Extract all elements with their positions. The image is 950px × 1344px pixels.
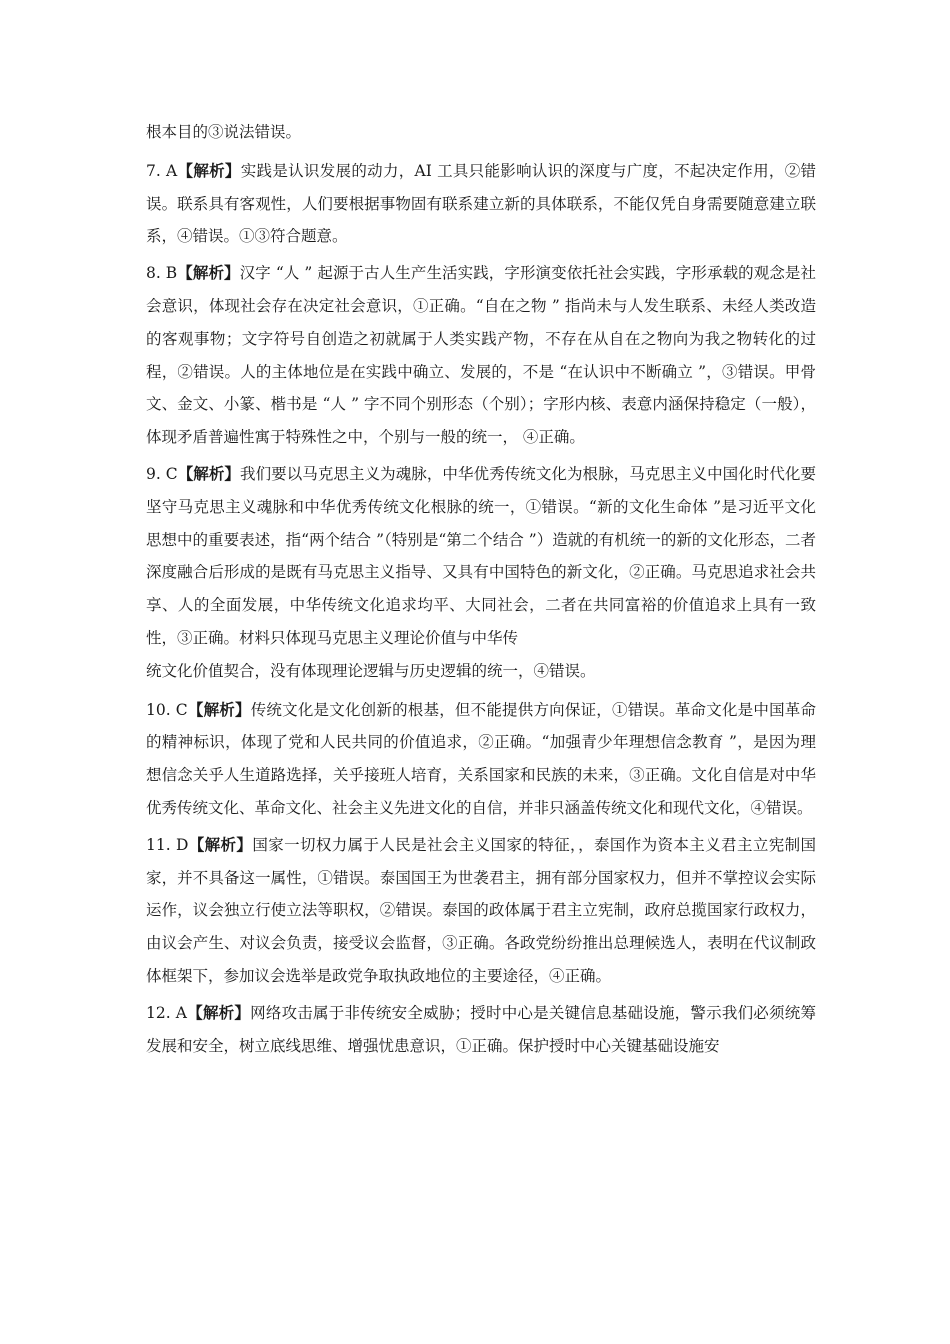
answer-9 (146, 458, 816, 655)
answer-number: 9. C (146, 464, 178, 483)
analysis-tag: 【解析】 (187, 699, 251, 719)
answer-7 (146, 155, 816, 253)
answer-number: 12. A (146, 1003, 187, 1022)
paragraph-continuation (146, 655, 816, 688)
document-page (146, 116, 816, 1066)
answer-number: 8. B (146, 264, 178, 283)
answer-11 (146, 829, 816, 993)
analysis-tag: 【解析】 (187, 1002, 251, 1022)
paragraph-text: 汉字 “人 ” 起源于古人生产生活实践，字形演变依托社会实践，字形承载的观念是社会意识，体现社会存在决定社会意识，①正确。“自在之物 ” 指尚未与人发生联系、未经人类改造的客观事物；文字符号自创造之初就属于人类实践产物，不存在从自在之物向为我之物转化的过程，②错误。人的主体地位是在实践中确立、发展的，不是 “在认识中不断确立 ”，③错误。甲骨文、金文、小篆、楷书是 “人 ” 字不同个别形态（个别）；字形内核、表意内涵保持稳定（一般），体现矛盾普遍性寓于特殊性之中，个别与一般的统一， ④正确。 (146, 264, 816, 447)
answer-8 (146, 257, 816, 454)
answer-number: 11. D (146, 835, 189, 854)
answer-number: 7. A (146, 161, 178, 180)
paragraph-text: 网络攻击属于非传统安全威胁；授时中心是关键信息基础设施，警示我们必须统筹发展和安全，树立底线思维、增强忧患意识，①正确。保护授时中心关键基础设施安 (146, 1003, 816, 1055)
answer-10 (146, 694, 816, 825)
analysis-tag: 【解析】 (177, 463, 241, 483)
paragraph-text: 实践是认识发展的动力，AI 工具只能影响认识的深度与广度，不起决定作用，②错误。联系具有客观性，人们要根据事物固有联系建立新的具体联系，不能仅凭自身需要随意建立联系，④错误。①③符合题意。 (146, 161, 816, 246)
analysis-tag: 【解析】 (177, 160, 241, 180)
analysis-tag: 【解析】 (177, 263, 240, 283)
paragraph-continuation (146, 116, 816, 149)
answer-number: 10. C (146, 700, 188, 719)
answer-12 (146, 997, 816, 1063)
paragraph-text: 传统文化是文化创新的根基，但不能提供方向保证，①错误。革命文化是中国革命的精神标识，体现了党和人民共同的价值追求，②正确。“加强青少年理想信念教育 ”，是因为理想信念关乎人生道路选择，关乎接班人培育，关系国家和民族的未来，③正确。文化自信是对中华优秀传统文化、革命文化、社会主义先进文化的自信，并非只涵盖传统文化和现代文化，④错误。 (146, 700, 816, 817)
paragraph-text: 我们要以马克思主义为魂脉，中华优秀传统文化为根脉，马克思主义中国化时代化要坚守马克思主义魂脉和中华优秀传统文化根脉的统一，①错误。“新的文化生命体 ”是习近平文化思想中的重要表述，指“两个结合 ”（特别是“第二个结合 ”）造就的有机统一的新的文化形态，二者深度融合后形成的是既有马克思主义指导、又具有中国特色的新文化，②正确。马克思追求社会共享、人的全面发展，中华传统文化追求均平、大同社会，二者在共同富裕的价值追求上具有一致性，③正确。材料只体现马克思主义理论价值与中华传 (146, 464, 816, 647)
paragraph-text: 国家一切权力属于人民是社会主义国家的特征，，泰国作为资本主义君主立宪制国家，并不具备这一属性，①错误。泰国国王为世袭君主，拥有部分国家权力，但并不掌控议会实际运作，议会独立行使立法等职权，②错误。泰国的政体属于君主立宪制，政府总揽国家行政权力，由议会产生、对议会负责，接受议会监督，③正确。各政党纷纷推出总理候选人，表明在代议制政体框架下，参加议会选举是政党争取执政地位的主要途径，④正确。 (146, 835, 816, 985)
analysis-tag: 【解析】 (188, 834, 253, 854)
paragraph-text: 统文化价值契合，没有体现理论逻辑与历史逻辑的统一，④错误。 (146, 661, 596, 680)
paragraph-text: 根本目的③说法错误。 (146, 123, 302, 141)
